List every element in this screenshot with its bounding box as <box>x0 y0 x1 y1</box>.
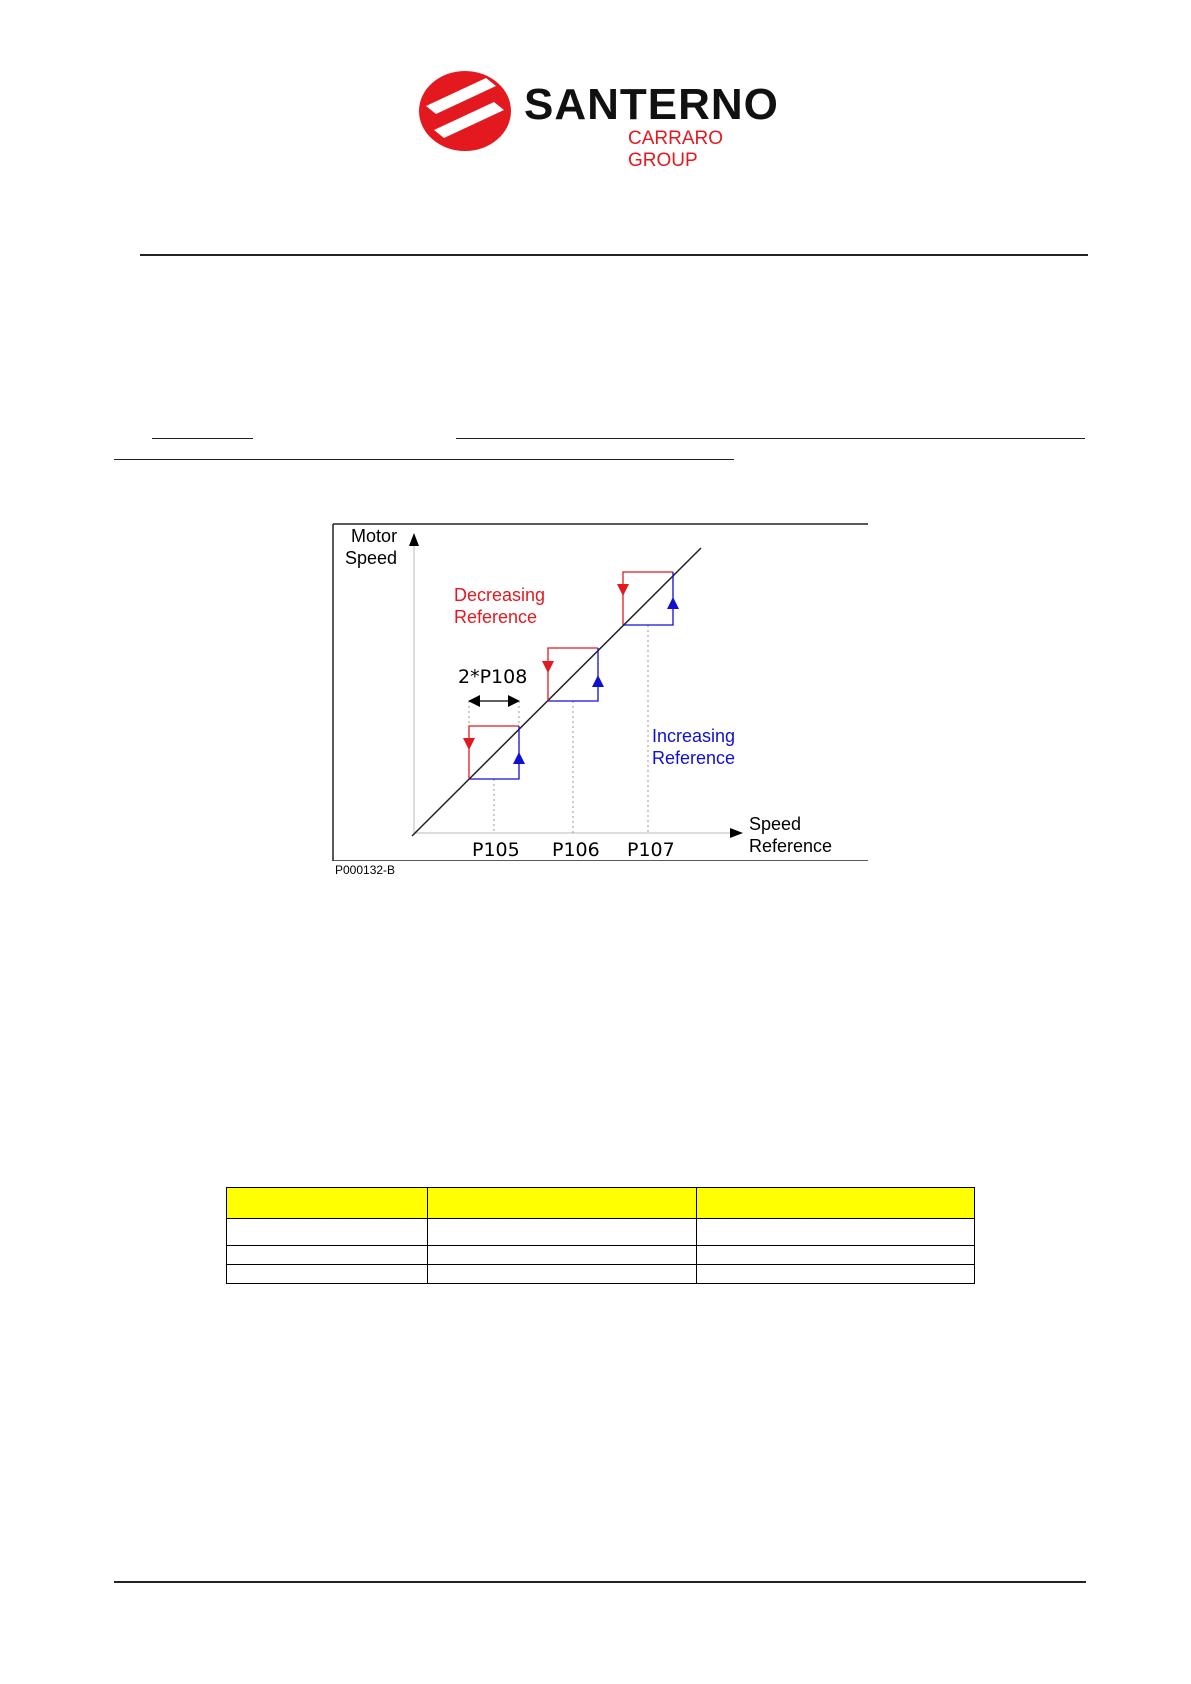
width-label: 2*P108 <box>458 666 528 688</box>
table-header-row <box>227 1188 975 1219</box>
increasing-reference-label: Increasing Reference <box>652 726 736 768</box>
decreasing-arrow-3 <box>617 584 629 596</box>
increasing-step-3 <box>623 572 673 625</box>
tick-p107: P107 <box>627 839 675 861</box>
figure-id: P000132-B <box>335 863 396 877</box>
underline-segment-2 <box>456 438 1085 439</box>
table-row <box>227 1246 975 1265</box>
table-cell <box>227 1265 428 1284</box>
table-cell <box>227 1219 428 1246</box>
logo-name: SANTERNO <box>524 80 779 129</box>
underline-segment-3 <box>114 459 734 460</box>
logo-subtitle: CARRARO GROUP <box>628 128 724 171</box>
tick-p105: P105 <box>472 839 520 861</box>
logo <box>416 66 796 171</box>
decreasing-arrow-1 <box>463 738 475 750</box>
width-arrow-left <box>468 695 480 707</box>
santerno-logo-mark <box>416 68 514 154</box>
table-cell <box>227 1246 428 1265</box>
decreasing-reference-label: Decreasing Reference <box>454 585 546 627</box>
y-axis-arrow <box>409 533 419 546</box>
table-cell <box>427 1219 697 1246</box>
table-cell <box>697 1246 975 1265</box>
table-header-cell <box>227 1188 428 1219</box>
table-cell <box>697 1265 975 1284</box>
table-cell <box>697 1219 975 1246</box>
x-axis-arrow <box>730 828 743 838</box>
parameter-table <box>226 1187 975 1284</box>
speed-hysteresis-figure <box>332 521 872 879</box>
table-row <box>227 1265 975 1284</box>
increasing-arrow-1 <box>513 752 525 764</box>
table-header-cell <box>427 1188 697 1219</box>
footer-rule <box>114 1581 1086 1583</box>
y-axis-label: Motor Speed <box>345 526 398 568</box>
decreasing-step-3 <box>623 572 673 625</box>
width-arrow-right <box>508 695 520 707</box>
decreasing-arrow-2 <box>542 661 554 673</box>
table-cell <box>427 1246 697 1265</box>
increasing-arrow-2 <box>592 675 604 687</box>
header-rule <box>140 254 1088 256</box>
figure-drawing <box>332 521 872 861</box>
underline-segment-1 <box>152 438 253 439</box>
increasing-arrow-3 <box>667 597 679 609</box>
x-axis-label: Speed Reference <box>749 814 833 856</box>
table-header-cell <box>697 1188 975 1219</box>
table-cell <box>427 1265 697 1284</box>
tick-p106: P106 <box>552 839 600 861</box>
table-row <box>227 1219 975 1246</box>
